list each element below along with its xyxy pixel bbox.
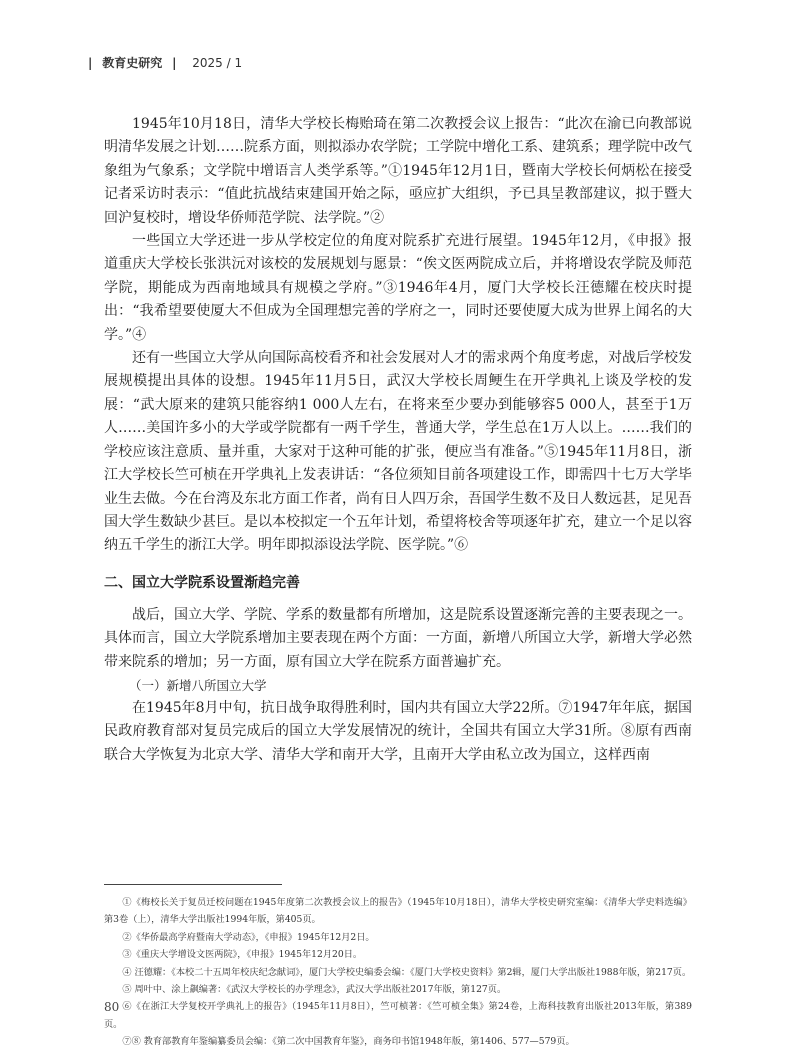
header-bar-left: | — [88, 56, 93, 70]
page-number: 80 — [104, 1000, 120, 1014]
footnote-rule — [104, 884, 282, 885]
header-bar-right: | — [172, 56, 177, 70]
section-body: 在1945年8月中旬，抗日战争取得胜利时，国内共有国立大学22所。⑦1947年年底，据国民政府教育部对复员完成后的国立大学发展情况的统计，全国共有国立大学31所。⑧原有西南联合大学恢复为北京大学、清华大学和南开大学，且南开大学由私立改为国立，这样西南 — [104, 699, 692, 763]
section-intro: 战后，国立大学、学院、学系的数量都有所增加，这是院系设置逐渐完善的主要表现之一。具体而言，国立大学院系增加主要表现在两个方面：一方面，新增八所国立大学，新增大学必然带来院系的增加；另一方面，原有国立大学在院系方面普遍扩充。 — [104, 606, 692, 670]
section-heading: 二、国立大学院系设置渐趋完善 — [104, 574, 300, 591]
main-text — [104, 113, 692, 767]
footnote-3: ③《重庆大学增设文医两院》，《申报》1945年12月20日。 — [122, 949, 363, 961]
footnote-2: ②《华侨最高学府暨南大学动态》，《申报》1945年12月2日。 — [122, 931, 375, 943]
footnote-6: ⑥《在浙江大学复校开学典礼上的报告》（1945年11月8日），竺可桢著：《竺可桢全集》第24卷，上海科技教育出版社2013年版，第389页。 — [104, 1001, 692, 1030]
footnote-1: ①《梅校长关于复员迁校问题在1945年度第二次教授会议上的报告》（1945年10月18日），清华大学校史研究室编：《清华大学史料选编》第3卷（上），清华大学出版社1994年版，第405页。 — [104, 897, 692, 926]
footnotes — [104, 894, 692, 1051]
footnote-4: ④ 汪德耀：《本校二十五周年校庆纪念献词》，厦门大学校史编委会编：《厦门大学校史资料》第2辑，厦门大学出版社1988年版，第217页。 — [122, 966, 692, 978]
paragraph-2: 一些国立大学还进一步从学校定位的角度对院系扩充进行展望。1945年12月，《申报》报道重庆大学校长张洪沅对该校的发展规划与愿景：“俟文医两院成立后，并将增设农学院及师范学院，期能成为西南地域具有规模之学府。”③1946年4月，厦门大学校长汪德耀在校庆时提出：“我希望要使厦大不但成为全国理想完善的学府之一，同时还要使厦大成为世界上闻名的大学。”④ — [104, 233, 692, 343]
footnote-5: ⑤ 周叶中、涂上飙编著：《武汉大学校长的办学理念》，武汉大学出版社2017年版，第127页。 — [122, 984, 507, 996]
issue-number: 2025 / 1 — [192, 56, 243, 70]
journal-title: 教育史研究 — [102, 56, 163, 70]
footnote-7: ⑦⑧ 教育部教育年鉴编纂委员会编：《第二次中国教育年鉴》，商务印书馆1948年版，第1406、577—579页。 — [122, 1036, 575, 1048]
paragraph-3: 还有一些国立大学从向国际高校看齐和社会发展对人才的需求两个角度考虑，对战后学校发展规模提出具体的设想。1945年11月5日，武汉大学校长周鲠生在开学典礼上谈及学校的发展：“武大原来的建筑只能容纳1 000人左右，在将来至少要办到能够容5 000人，甚至于1万人……美国许多小的大学或学院都有一两千学生，普通大学，学生总在1万人以上。……我们的学校应该注意质、量并重，大家对于这种可能的扩张，便应当有准备。”⑤1945年11月8日，浙江大学校长竺可桢在开学典礼上发表讲话：“各位须知目前各项建设工作，即需四十七万大学毕业生去做。今在台湾及东北方面工作者，尚有日人四万余，吾国学生数不及日人数远甚，足见吾国大学生数缺少甚巨。是以本校拟定一个五年计划，希望将校舍等项逐年扩充，建立一个足以容纳五千学生的浙江大学。明年即拟添设法学院、医学院。”⑥ — [104, 350, 692, 554]
subsection-heading: （一）新增八所国立大学 — [129, 677, 267, 693]
running-header — [88, 54, 242, 71]
paragraph-1: 1945年10月18日，清华大学校长梅贻琦在第二次教授会议上报告：“此次在渝已向教部说明清华发展之计划……院系方面，则拟添办农学院；工学院中增化工系、建筑系；理学院中改气象组为气象系；文学院中增语言人类学系等。”①1945年12月1日，暨南大学校长何炳松在接受记者采访时表示：“值此抗战结束建国开始之际，亟应扩大组织，予已具呈教部建议，拟于暨大回沪复校时，增设华侨师范学院、法学院。”② — [104, 116, 692, 226]
